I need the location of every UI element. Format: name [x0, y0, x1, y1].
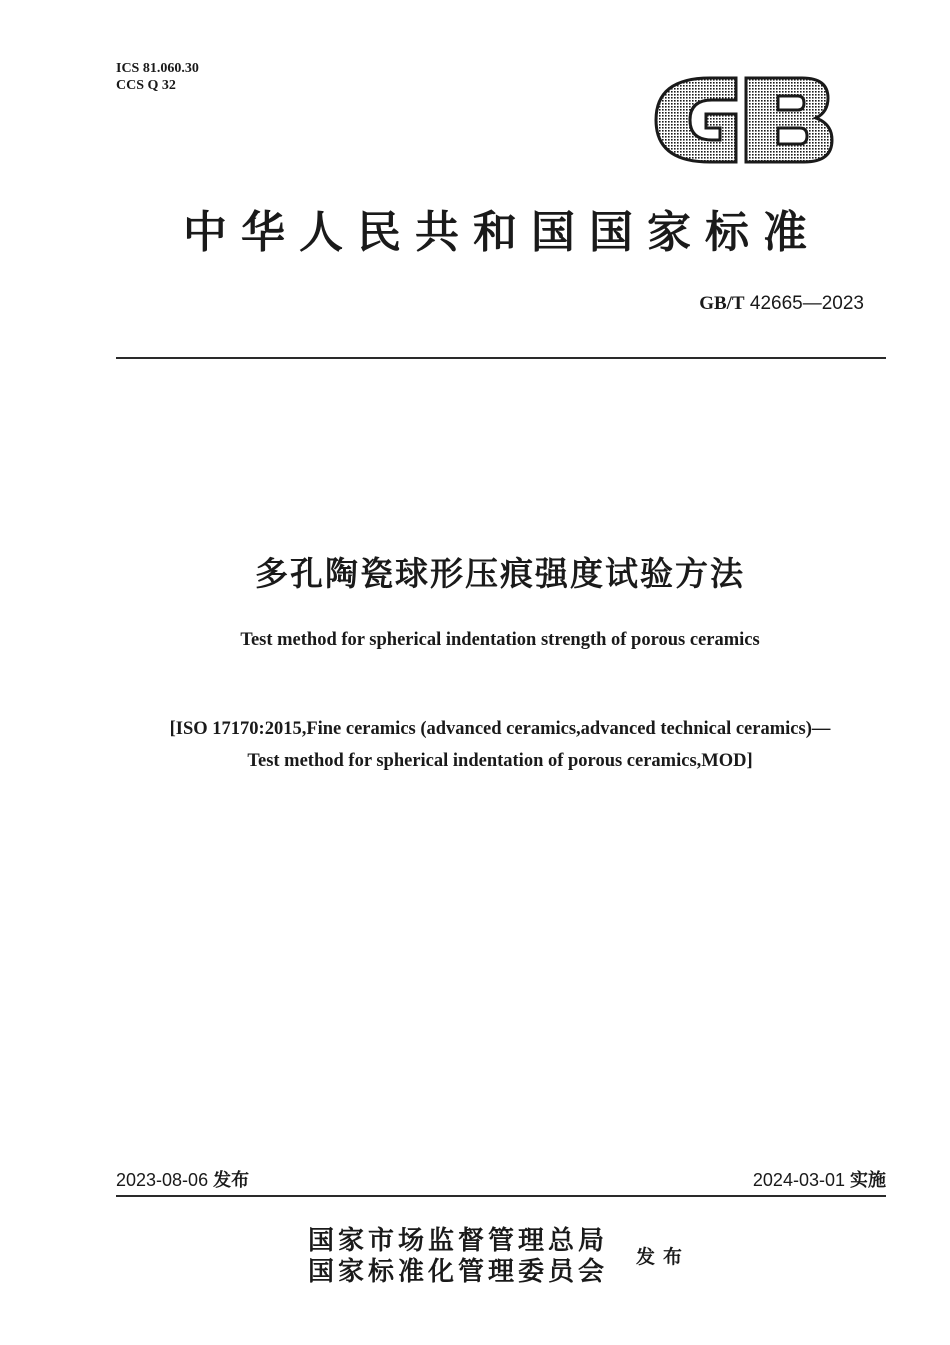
- publish-label: 发布: [636, 1246, 691, 1268]
- ccs-code: CCS Q 32: [116, 78, 176, 93]
- issuer-sac: 国家标准化管理委员会: [308, 1257, 609, 1287]
- iso-reference-line: [ISO 17170:2015,Fine ceramics (advanced ceramics,advanced technical ceramics)—: [169, 719, 831, 739]
- national-standard-title: 中华人民共和国国家标准: [183, 207, 821, 258]
- iso-reference-line: Test method for spherical indentation of porous ceramics,MOD]: [247, 751, 753, 771]
- ics-code: ICS 81.060.30: [116, 61, 199, 76]
- standard-code: 42665—2023: [749, 293, 864, 314]
- implementation-date-value: 2024-03-01: [752, 1170, 845, 1190]
- standard-prefix: GB/T: [699, 293, 745, 314]
- issue-date: [116, 1166, 249, 1192]
- classification-codes: [116, 60, 199, 94]
- iso-reference: [0, 713, 950, 777]
- gb-standard-logo-icon: [650, 70, 836, 170]
- standard-number: [699, 293, 864, 315]
- implementation-label: 实施: [850, 1170, 886, 1191]
- english-title: Test method for spherical indentation strength of porous ceramics: [240, 630, 760, 650]
- chinese-title: 多孔陶瓷球形压痕强度试验方法: [255, 554, 745, 593]
- issue-date-value: 2023-08-06: [116, 1170, 209, 1190]
- issuer-samr: 国家市场监督管理总局: [308, 1226, 609, 1256]
- implementation-date: [753, 1166, 886, 1192]
- bottom-divider: [116, 1195, 886, 1197]
- issue-label: 发布: [213, 1170, 250, 1191]
- top-divider: [116, 357, 886, 359]
- issuing-authorities: [308, 1226, 608, 1288]
